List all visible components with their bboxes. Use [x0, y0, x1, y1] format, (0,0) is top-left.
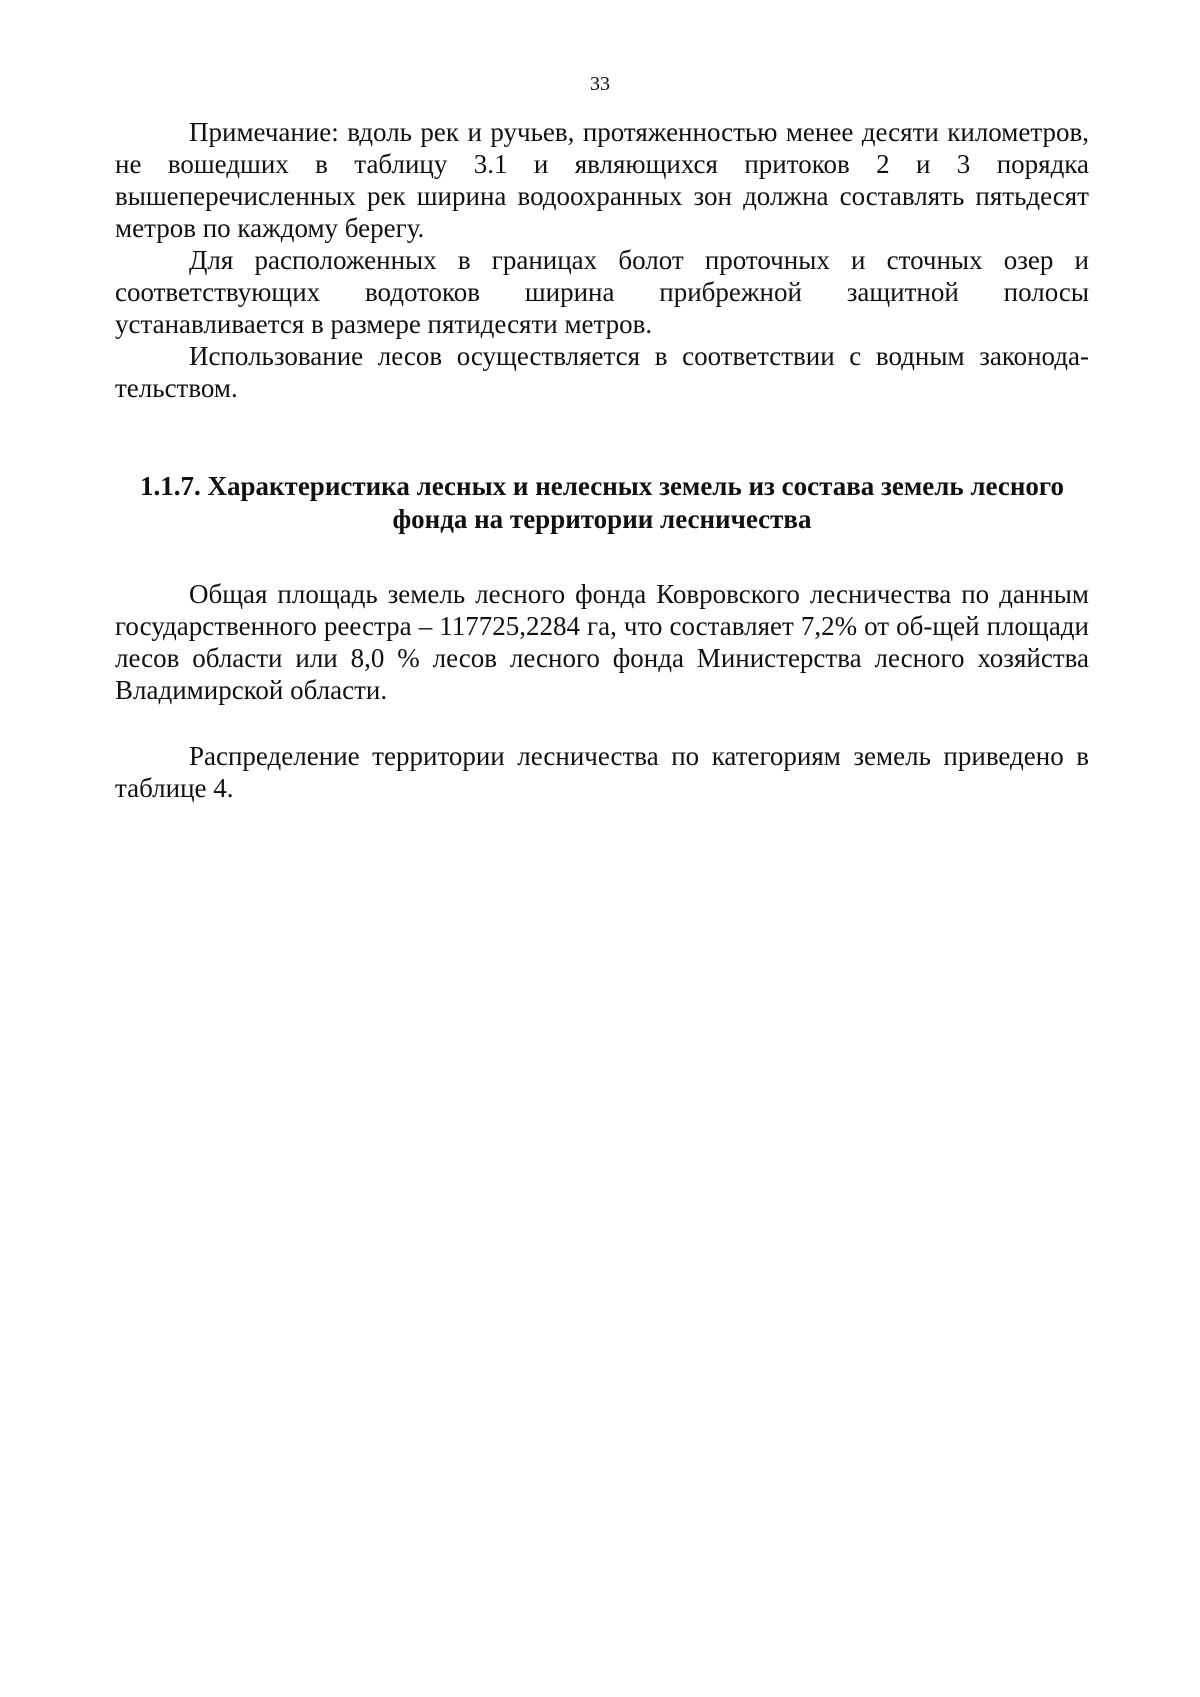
paragraph-distribution: Распределение территории лесничества по категориям земель приведено в таблице 4.	[115, 741, 1089, 803]
paragraphs-bottom	[115, 578, 1089, 804]
page-number: 33	[590, 73, 610, 95]
paragraph-forest-use: Использование лесов осуществляется в соответствии с водным законода-тельством.	[115, 341, 1089, 403]
paragraphs-top	[115, 116, 1089, 404]
section-heading: 1.1.7. Характеристика лесных и нелесных земель из состава земель лесного фонда на территории лесничества	[139, 471, 1064, 534]
paragraph-lakes: Для расположенных в границах болот проточных и сточных озер и соответствующих водотоков ширина прибрежной защитной полосы устанавливается в размере пятидесяти метров.	[115, 245, 1089, 339]
paragraph-note: Примечание: вдоль рек и ручьев, протяженностью менее десяти километров, не вошедших в таблицу 3.1 и являющихся притоков 2 и 3 порядка вышеперечисленных рек ширина водоохранных зон должна составлять пятьдесят метров по каждому берегу.	[115, 117, 1089, 243]
paragraph-total-area: Общая площадь земель лесного фонда Ковровского лесничества по данным государственного реестра – 117725,2284 га, что составляет 7,2% от об-щей площади лесов области или 8,0 % лесов лесного фонда Министерства лесного хозяйства Владимирской области.	[115, 579, 1089, 705]
